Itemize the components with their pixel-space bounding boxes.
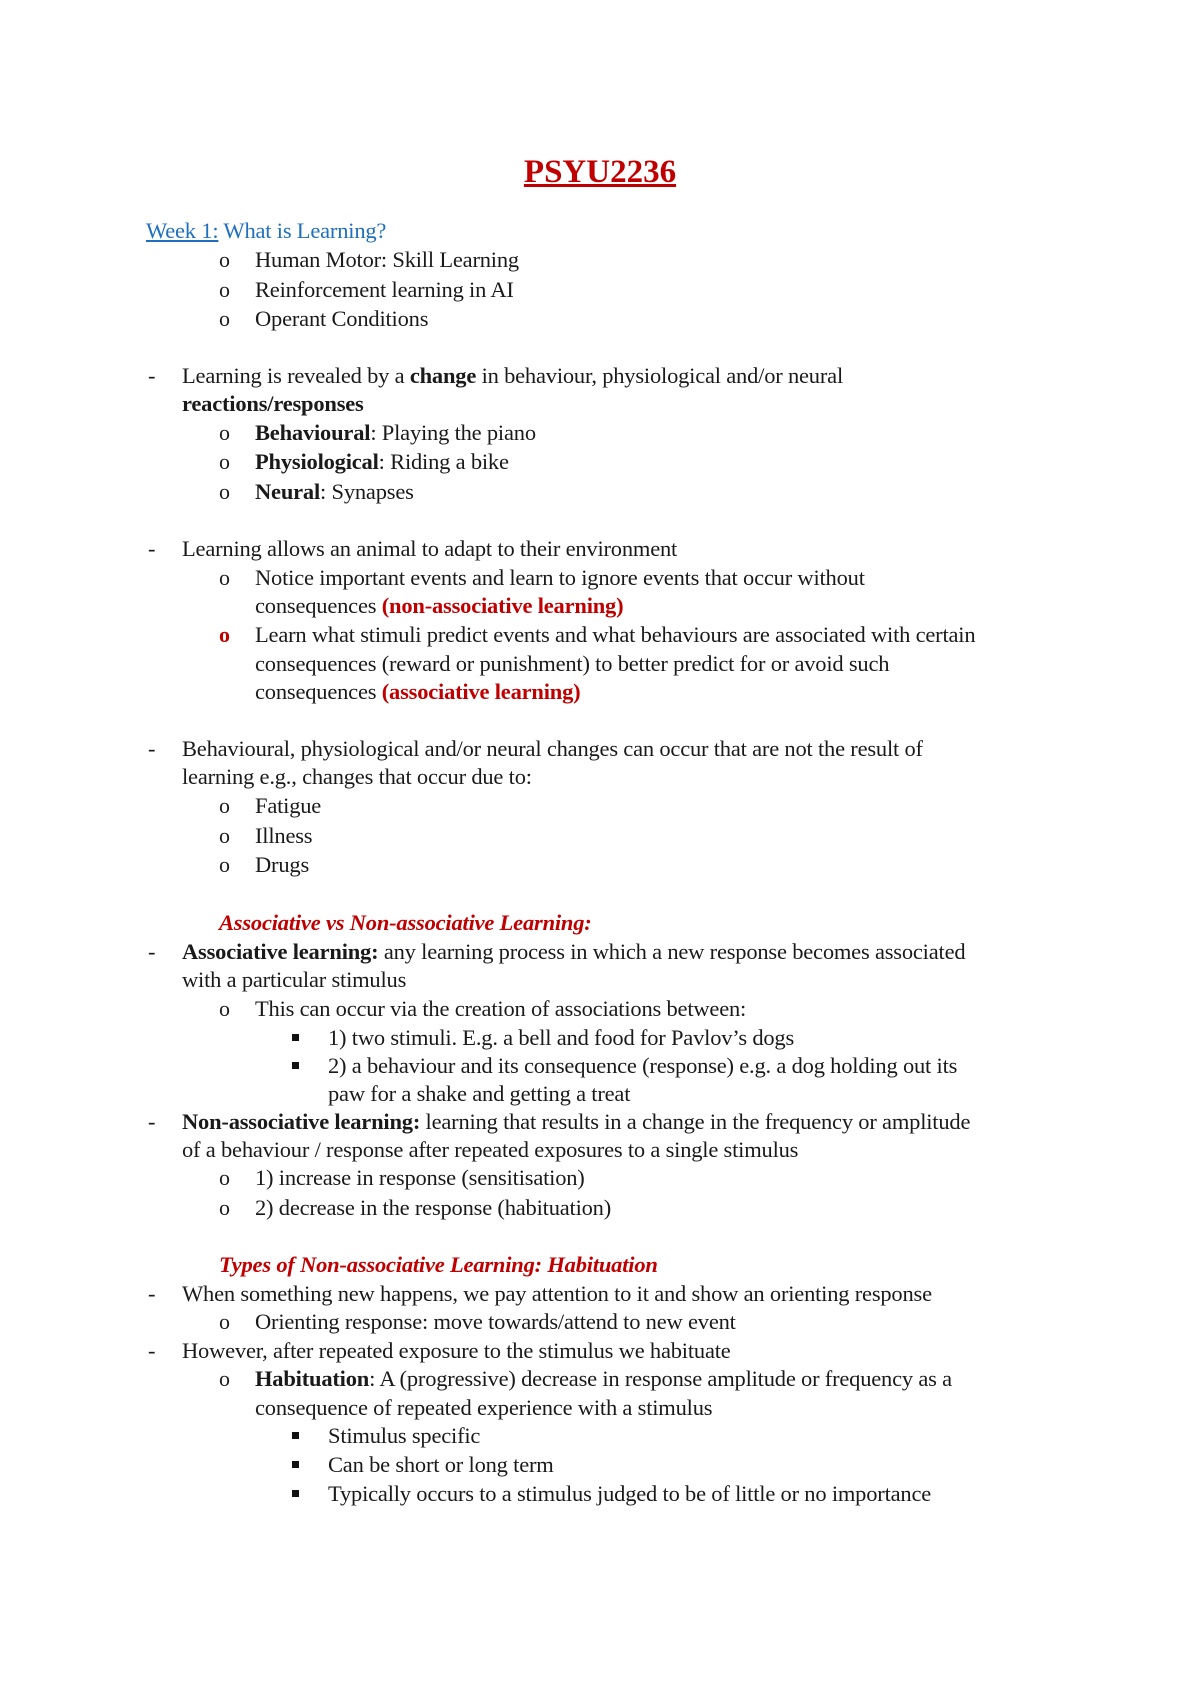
square-bullet-icon: [292, 1490, 299, 1497]
sub-item: Can be short or long term: [328, 1452, 554, 1477]
circle-bullet-icon: o: [219, 306, 230, 331]
text-run: learning that results in a change in the frequency or amplitude: [420, 1109, 971, 1134]
section-heading: Associative vs Non-associative Learning:: [219, 910, 592, 935]
list-item-cont: [255, 592, 623, 620]
week-label: Week 1:: [146, 218, 219, 243]
dash-bullet-icon: -: [148, 1338, 156, 1363]
text-run: consequences: [255, 593, 382, 618]
circle-bullet-icon: o: [219, 479, 230, 504]
dash-bullet-icon: -: [148, 1281, 156, 1306]
circle-bullet-icon: o: [219, 1195, 230, 1220]
circle-bullet-icon: o: [219, 1309, 230, 1334]
circle-bullet-icon: o: [219, 420, 230, 445]
paragraph-line: When something new happens, we pay attention to it and show an orienting response: [182, 1281, 932, 1306]
text-run: in behaviour, physiological and/or neural: [476, 363, 843, 388]
circle-bullet-icon: o: [219, 852, 230, 877]
circle-bullet-icon: o: [219, 247, 230, 272]
paragraph-line: Behavioural, physiological and/or neural changes can occur that are not the result of: [182, 736, 923, 761]
list-item-cont: [255, 678, 580, 706]
red-term: (non-associative learning): [381, 593, 624, 618]
dash-bullet-icon: -: [148, 363, 156, 388]
bold-term: Behavioural: [255, 420, 371, 445]
list-item: 1) increase in response (sensitisation): [255, 1165, 585, 1190]
week-item: Reinforcement learning in AI: [255, 277, 514, 302]
list-item: [255, 419, 536, 447]
list-item: Drugs: [255, 852, 309, 877]
list-item-cont: consequences (reward or punishment) to better predict for or avoid such: [255, 651, 890, 676]
circle-bullet-icon: o: [219, 793, 230, 818]
week-item: Human Motor: Skill Learning: [255, 247, 519, 272]
paragraph-line: [182, 1108, 970, 1136]
sub-item: Stimulus specific: [328, 1423, 481, 1448]
bold-term: Associative learning:: [182, 939, 379, 964]
list-item: 2) decrease in the response (habituation): [255, 1195, 612, 1220]
paragraph-line: reactions/responses: [182, 391, 364, 416]
sub-item-cont: paw for a shake and getting a treat: [328, 1081, 631, 1106]
text-run: : Playing the piano: [370, 420, 536, 445]
circle-bullet-icon: o: [219, 277, 230, 302]
list-item: Orienting response: move towards/attend to new event: [255, 1309, 736, 1334]
dash-bullet-icon: -: [148, 939, 156, 964]
text-run: consequences: [255, 679, 382, 704]
sub-item: 1) two stimuli. E.g. a bell and food for Pavlov’s dogs: [328, 1025, 795, 1050]
circle-bullet-icon: o: [219, 449, 230, 474]
list-item: [255, 1365, 952, 1393]
bold-term: Habituation: [255, 1366, 370, 1391]
circle-bullet-icon: o: [219, 996, 230, 1021]
circle-bullet-icon: o: [219, 565, 230, 590]
bold-term: change: [409, 363, 477, 388]
circle-bullet-icon: o: [219, 823, 230, 848]
paragraph-line: [182, 362, 843, 390]
list-item: This can occur via the creation of associations between:: [255, 996, 747, 1021]
text-run: Learning is revealed by a: [182, 363, 410, 388]
paragraph-line: of a behaviour / response after repeated exposures to a single stimulus: [182, 1137, 799, 1162]
bold-term: Neural: [255, 479, 321, 504]
dash-bullet-icon: -: [148, 1109, 156, 1134]
square-bullet-icon: [292, 1432, 299, 1439]
week-heading: [146, 217, 386, 245]
list-item: Fatigue: [255, 793, 322, 818]
square-bullet-icon: [292, 1461, 299, 1468]
section-heading: Types of Non-associative Learning: Habituation: [219, 1252, 658, 1277]
page-title: PSYU2236: [523, 154, 677, 190]
circle-bullet-icon: o: [219, 622, 230, 647]
dash-bullet-icon: -: [148, 736, 156, 761]
sub-item: Typically occurs to a stimulus judged to be of little or no importance: [328, 1481, 932, 1506]
list-item: [255, 448, 509, 476]
text-run: any learning process in which a new response becomes associated: [378, 939, 966, 964]
bold-term: Non-associative learning:: [182, 1109, 421, 1134]
red-term: (associative learning): [381, 679, 581, 704]
paragraph-line: Learning allows an animal to adapt to their environment: [182, 536, 678, 561]
dash-bullet-icon: -: [148, 536, 156, 561]
list-item-cont: consequence of repeated experience with a stimulus: [255, 1395, 713, 1420]
sub-item: 2) a behaviour and its consequence (response) e.g. a dog holding out its: [328, 1053, 958, 1078]
week-topic: What is Learning?: [223, 218, 387, 243]
list-item: Illness: [255, 823, 313, 848]
paragraph-line: However, after repeated exposure to the stimulus we habituate: [182, 1338, 731, 1363]
square-bullet-icon: [292, 1034, 299, 1041]
circle-bullet-icon: o: [219, 1366, 230, 1391]
circle-bullet-icon: o: [219, 1165, 230, 1190]
list-item: [255, 478, 414, 506]
paragraph-line: learning e.g., changes that occur due to:: [182, 764, 532, 789]
square-bullet-icon: [292, 1062, 299, 1069]
text-run: : Synapses: [320, 479, 414, 504]
bold-term: Physiological: [255, 449, 379, 474]
text-run: : Riding a bike: [378, 449, 509, 474]
paragraph-line: with a particular stimulus: [182, 967, 407, 992]
list-item: Notice important events and learn to ignore events that occur without: [255, 565, 865, 590]
text-run: : A (progressive) decrease in response amplitude or frequency as a: [369, 1366, 952, 1391]
week-item: Operant Conditions: [255, 306, 429, 331]
paragraph-line: [182, 938, 965, 966]
list-item: Learn what stimuli predict events and what behaviours are associated with certain: [255, 622, 976, 647]
